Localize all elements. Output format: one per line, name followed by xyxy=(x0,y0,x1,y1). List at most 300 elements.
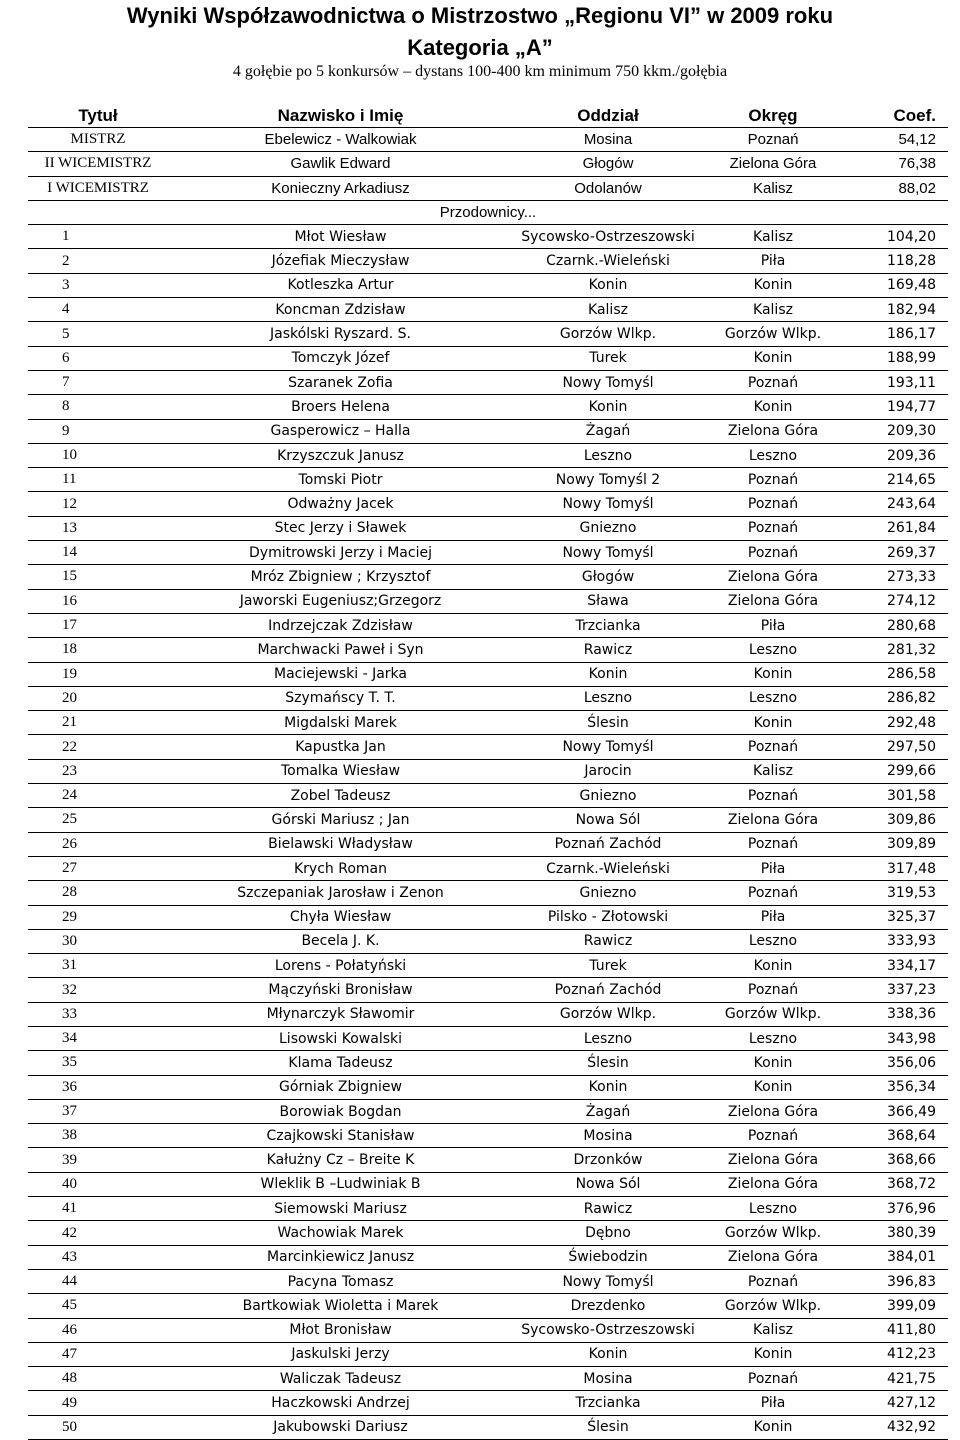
table-row xyxy=(28,638,948,662)
branch-name: Czarnk.-Wieleński xyxy=(513,856,703,880)
rank-number: 40 xyxy=(28,1172,168,1196)
branch-name: Trzcianka xyxy=(513,613,703,637)
rank-number: 2 xyxy=(28,249,168,273)
coefficient: 243,64 xyxy=(843,492,948,516)
coefficient: 118,28 xyxy=(843,249,948,273)
coefficient: 299,66 xyxy=(843,759,948,783)
rank-number: 37 xyxy=(28,1099,168,1123)
branch-name: Drezdenko xyxy=(513,1294,703,1318)
fancier-name: Lorens - Połatyński xyxy=(168,954,513,978)
branch-name: Rawicz xyxy=(513,1197,703,1221)
fancier-name: Kałużny Cz – Breite K xyxy=(168,1148,513,1172)
rank-number: 19 xyxy=(28,662,168,686)
table-row xyxy=(28,370,948,394)
table-row xyxy=(28,978,948,1002)
fancier-name: Górniak Zbigniew xyxy=(168,1075,513,1099)
coefficient: 343,98 xyxy=(843,1026,948,1050)
district-name: Konin xyxy=(703,1415,843,1439)
district-name: Poznań xyxy=(703,784,843,808)
district-name: Kalisz xyxy=(703,1318,843,1342)
branch-name: Jarocin xyxy=(513,759,703,783)
table-row xyxy=(28,1075,948,1099)
table-row xyxy=(28,541,948,565)
fancier-name: Odważny Jacek xyxy=(168,492,513,516)
rank-number: 49 xyxy=(28,1391,168,1415)
coefficient: 376,96 xyxy=(843,1197,948,1221)
column-header-name: Nazwisko i Imię xyxy=(168,104,513,128)
coefficient: 297,50 xyxy=(843,735,948,759)
table-row xyxy=(28,613,948,637)
rank-number: 38 xyxy=(28,1124,168,1148)
coefficient: 399,09 xyxy=(843,1294,948,1318)
branch-name: Drzonków xyxy=(513,1148,703,1172)
rank-number: 45 xyxy=(28,1294,168,1318)
district-name: Konin xyxy=(703,662,843,686)
branch-name: Głogów xyxy=(513,152,703,176)
rank-number: 47 xyxy=(28,1342,168,1366)
district-name: Gorzów Wlkp. xyxy=(703,1221,843,1245)
coefficient: 182,94 xyxy=(843,298,948,322)
branch-name: Dębno xyxy=(513,1221,703,1245)
district-name: Poznań xyxy=(703,128,843,152)
coefficient: 209,30 xyxy=(843,419,948,443)
branch-name: Konin xyxy=(513,1075,703,1099)
table-row xyxy=(28,686,948,710)
district-name: Piła xyxy=(703,856,843,880)
rank-number: 30 xyxy=(28,929,168,953)
section-label: Przodownicy... xyxy=(28,200,948,224)
district-name: Zielona Góra xyxy=(703,419,843,443)
branch-name: Turek xyxy=(513,346,703,370)
coefficient: 368,66 xyxy=(843,1148,948,1172)
fancier-name: Maciejewski - Jarka xyxy=(168,662,513,686)
district-name: Kalisz xyxy=(703,759,843,783)
fancier-name: Szczepaniak Jarosław i Zenon xyxy=(168,881,513,905)
fancier-name: Borowiak Bogdan xyxy=(168,1099,513,1123)
rank-number: 3 xyxy=(28,273,168,297)
district-name: Konin xyxy=(703,954,843,978)
coefficient: 421,75 xyxy=(843,1367,948,1391)
champion-row xyxy=(28,176,948,200)
rank-number: 8 xyxy=(28,395,168,419)
coefficient: 368,72 xyxy=(843,1172,948,1196)
rank-number: 48 xyxy=(28,1367,168,1391)
branch-name: Głogów xyxy=(513,565,703,589)
branch-name: Żagań xyxy=(513,419,703,443)
fancier-name: Tomczyk Józef xyxy=(168,346,513,370)
branch-name: Konin xyxy=(513,662,703,686)
coefficient: 325,37 xyxy=(843,905,948,929)
table-row xyxy=(28,1026,948,1050)
coefficient: 292,48 xyxy=(843,711,948,735)
district-name: Poznań xyxy=(703,832,843,856)
table-row xyxy=(28,589,948,613)
rank-number: 9 xyxy=(28,419,168,443)
coefficient: 54,12 xyxy=(843,128,948,152)
rank-number: 24 xyxy=(28,784,168,808)
rank-number: 50 xyxy=(28,1415,168,1439)
branch-name: Leszno xyxy=(513,686,703,710)
rank-number: 10 xyxy=(28,443,168,467)
fancier-name: Marcinkiewicz Janusz xyxy=(168,1245,513,1269)
fancier-name: Józefiak Mieczysław xyxy=(168,249,513,273)
fancier-name: Szymańscy T. T. xyxy=(168,686,513,710)
branch-name: Poznań Zachód xyxy=(513,832,703,856)
coefficient: 261,84 xyxy=(843,516,948,540)
branch-name: Pilsko - Złotowski xyxy=(513,905,703,929)
fancier-name: Indrzejczak Zdzisław xyxy=(168,613,513,637)
branch-name: Rawicz xyxy=(513,638,703,662)
table-row xyxy=(28,1099,948,1123)
fancier-name: Czajkowski Stanisław xyxy=(168,1124,513,1148)
fancier-name: Broers Helena xyxy=(168,395,513,419)
fancier-name: Migdalski Marek xyxy=(168,711,513,735)
category-heading: Kategoria „A” xyxy=(407,35,553,60)
branch-name: Nowy Tomyśl xyxy=(513,1269,703,1293)
rank-number: 21 xyxy=(28,711,168,735)
table-row xyxy=(28,298,948,322)
rank-number: 5 xyxy=(28,322,168,346)
champion-title: II WICEMISTRZ xyxy=(28,152,168,176)
rank-number: 42 xyxy=(28,1221,168,1245)
branch-name: Konin xyxy=(513,273,703,297)
coefficient: 269,37 xyxy=(843,541,948,565)
fancier-name: Becela J. K. xyxy=(168,929,513,953)
table-row xyxy=(28,856,948,880)
fancier-name: Młot Bronisław xyxy=(168,1318,513,1342)
table-row xyxy=(28,1002,948,1026)
fancier-name: Konieczny Arkadiusz xyxy=(168,176,513,200)
rank-number: 26 xyxy=(28,832,168,856)
district-name: Zielona Góra xyxy=(703,1148,843,1172)
district-name: Piła xyxy=(703,905,843,929)
branch-name: Mosina xyxy=(513,1367,703,1391)
branch-name: Trzcianka xyxy=(513,1391,703,1415)
table-row xyxy=(28,565,948,589)
table-row xyxy=(28,1172,948,1196)
table-row xyxy=(28,249,948,273)
branch-name: Nowy Tomyśl xyxy=(513,735,703,759)
district-name: Konin xyxy=(703,1051,843,1075)
table-row xyxy=(28,468,948,492)
section-row xyxy=(28,200,948,224)
fancier-name: Jaskólski Ryszard. S. xyxy=(168,322,513,346)
branch-name: Ślesin xyxy=(513,1051,703,1075)
branch-name: Konin xyxy=(513,395,703,419)
table-row xyxy=(28,711,948,735)
table-row xyxy=(28,443,948,467)
rank-number: 31 xyxy=(28,954,168,978)
coefficient: 273,33 xyxy=(843,565,948,589)
fancier-name: Kotleszka Artur xyxy=(168,273,513,297)
fancier-name: Pacyna Tomasz xyxy=(168,1269,513,1293)
district-name: Leszno xyxy=(703,929,843,953)
coefficient: 412,23 xyxy=(843,1342,948,1366)
district-name: Poznań xyxy=(703,516,843,540)
branch-name: Poznań Zachód xyxy=(513,978,703,1002)
district-name: Konin xyxy=(703,711,843,735)
rank-number: 12 xyxy=(28,492,168,516)
coefficient: 286,82 xyxy=(843,686,948,710)
branch-name: Turek xyxy=(513,954,703,978)
table-row xyxy=(28,225,948,249)
coefficient: 309,86 xyxy=(843,808,948,832)
coefficient: 188,99 xyxy=(843,346,948,370)
table-row xyxy=(28,1051,948,1075)
rank-number: 13 xyxy=(28,516,168,540)
branch-name: Sycowsko-Ostrzeszowski xyxy=(513,1318,703,1342)
district-name: Piła xyxy=(703,613,843,637)
branch-name: Gniezno xyxy=(513,516,703,540)
district-name: Poznań xyxy=(703,978,843,1002)
table-row xyxy=(28,1342,948,1366)
coefficient: 76,38 xyxy=(843,152,948,176)
table-row xyxy=(28,1367,948,1391)
rank-number: 20 xyxy=(28,686,168,710)
rank-number: 39 xyxy=(28,1148,168,1172)
rank-number: 15 xyxy=(28,565,168,589)
rank-number: 44 xyxy=(28,1269,168,1293)
fancier-name: Bartkowiak Wioletta i Marek xyxy=(168,1294,513,1318)
table-row xyxy=(28,1318,948,1342)
fancier-name: Młynarczyk Sławomir xyxy=(168,1002,513,1026)
district-name: Zielona Góra xyxy=(703,152,843,176)
column-header-coef: Coef. xyxy=(843,104,948,128)
fancier-name: Tomski Piotr xyxy=(168,468,513,492)
coefficient: 104,20 xyxy=(843,225,948,249)
table-row xyxy=(28,759,948,783)
table-row xyxy=(28,929,948,953)
district-name: Zielona Góra xyxy=(703,1099,843,1123)
district-name: Kalisz xyxy=(703,225,843,249)
rank-number: 36 xyxy=(28,1075,168,1099)
district-name: Zielona Góra xyxy=(703,808,843,832)
branch-name: Sława xyxy=(513,589,703,613)
district-name: Poznań xyxy=(703,1269,843,1293)
table-row xyxy=(28,881,948,905)
branch-name: Nowy Tomyśl xyxy=(513,492,703,516)
coefficient: 396,83 xyxy=(843,1269,948,1293)
district-name: Poznań xyxy=(703,468,843,492)
table-row xyxy=(28,1148,948,1172)
column-header-title: Tytuł xyxy=(28,104,168,128)
fancier-name: Mączyński Bronisław xyxy=(168,978,513,1002)
table-row xyxy=(28,322,948,346)
fancier-name: Marchwacki Paweł i Syn xyxy=(168,638,513,662)
district-name: Piła xyxy=(703,1391,843,1415)
fancier-name: Ebelewicz - Walkowiak xyxy=(168,128,513,152)
rank-number: 25 xyxy=(28,808,168,832)
table-row xyxy=(28,905,948,929)
table-row xyxy=(28,808,948,832)
fancier-name: Jakubowski Dariusz xyxy=(168,1415,513,1439)
column-header-district: Okręg xyxy=(703,104,843,128)
coefficient: 317,48 xyxy=(843,856,948,880)
district-name: Leszno xyxy=(703,686,843,710)
table-row xyxy=(28,273,948,297)
district-name: Zielona Góra xyxy=(703,589,843,613)
rank-number: 11 xyxy=(28,468,168,492)
fancier-name: Szaranek Zofia xyxy=(168,370,513,394)
district-name: Zielona Góra xyxy=(703,1172,843,1196)
district-name: Leszno xyxy=(703,443,843,467)
coefficient: 214,65 xyxy=(843,468,948,492)
champion-row xyxy=(28,152,948,176)
district-name: Piła xyxy=(703,249,843,273)
fancier-name: Dymitrowski Jerzy i Maciej xyxy=(168,541,513,565)
district-name: Leszno xyxy=(703,638,843,662)
district-name: Poznań xyxy=(703,541,843,565)
district-name: Gorzów Wlkp. xyxy=(703,322,843,346)
district-name: Poznań xyxy=(703,1367,843,1391)
rank-number: 1 xyxy=(28,225,168,249)
branch-name: Nowy Tomyśl 2 xyxy=(513,468,703,492)
branch-name: Leszno xyxy=(513,443,703,467)
coefficient: 193,11 xyxy=(843,370,948,394)
criteria-subtitle: 4 gołębie po 5 konkursów – dystans 100-400 km minimum 750 kkm./gołębia xyxy=(232,63,728,80)
coefficient: 280,68 xyxy=(843,613,948,637)
fancier-name: Chyła Wiesław xyxy=(168,905,513,929)
branch-name: Ślesin xyxy=(513,711,703,735)
fancier-name: Jaskulski Jerzy xyxy=(168,1342,513,1366)
coefficient: 337,23 xyxy=(843,978,948,1002)
rank-number: 41 xyxy=(28,1197,168,1221)
coefficient: 88,02 xyxy=(843,176,948,200)
district-name: Zielona Góra xyxy=(703,565,843,589)
rank-number: 35 xyxy=(28,1051,168,1075)
results-table-header xyxy=(28,104,948,128)
district-name: Kalisz xyxy=(703,298,843,322)
branch-name: Czarnk.-Wieleński xyxy=(513,249,703,273)
table-row xyxy=(28,784,948,808)
branch-name: Nowa Sól xyxy=(513,808,703,832)
district-name: Poznań xyxy=(703,1124,843,1148)
fancier-name: Kapustka Jan xyxy=(168,735,513,759)
coefficient: 368,64 xyxy=(843,1124,948,1148)
coefficient: 356,06 xyxy=(843,1051,948,1075)
rank-number: 28 xyxy=(28,881,168,905)
coefficient: 186,17 xyxy=(843,322,948,346)
table-row xyxy=(28,662,948,686)
fancier-name: Krych Roman xyxy=(168,856,513,880)
coefficient: 169,48 xyxy=(843,273,948,297)
district-name: Kalisz xyxy=(703,176,843,200)
coefficient: 286,58 xyxy=(843,662,948,686)
table-row xyxy=(28,1415,948,1439)
branch-name: Gorzów Wlkp. xyxy=(513,322,703,346)
district-name: Konin xyxy=(703,1342,843,1366)
coefficient: 366,49 xyxy=(843,1099,948,1123)
coefficient: 274,12 xyxy=(843,589,948,613)
branch-name: Ślesin xyxy=(513,1415,703,1439)
branch-name: Konin xyxy=(513,1342,703,1366)
fancier-name: Zobel Tadeusz xyxy=(168,784,513,808)
district-name: Konin xyxy=(703,1075,843,1099)
branch-name: Nowy Tomyśl xyxy=(513,370,703,394)
table-row xyxy=(28,1245,948,1269)
branch-name: Rawicz xyxy=(513,929,703,953)
branch-name: Żagań xyxy=(513,1099,703,1123)
rank-number: 4 xyxy=(28,298,168,322)
coefficient: 281,32 xyxy=(843,638,948,662)
branch-name: Odolanów xyxy=(513,176,703,200)
fancier-name: Jaworski Eugeniusz;Grzegorz xyxy=(168,589,513,613)
fancier-name: Waliczak Tadeusz xyxy=(168,1367,513,1391)
district-name: Poznań xyxy=(703,881,843,905)
branch-name: Mosina xyxy=(513,1124,703,1148)
district-name: Gorzów Wlkp. xyxy=(703,1002,843,1026)
coefficient: 194,77 xyxy=(843,395,948,419)
rank-number: 17 xyxy=(28,613,168,637)
table-row xyxy=(28,346,948,370)
table-row xyxy=(28,516,948,540)
table-row xyxy=(28,492,948,516)
district-name: Poznań xyxy=(703,370,843,394)
champion-title: MISTRZ xyxy=(28,128,168,152)
coefficient: 334,17 xyxy=(843,954,948,978)
table-row xyxy=(28,832,948,856)
fancier-name: Gasperowicz – Halla xyxy=(168,419,513,443)
fancier-name: Lisowski Kowalski xyxy=(168,1026,513,1050)
coefficient: 209,36 xyxy=(843,443,948,467)
champion-row xyxy=(28,128,948,152)
district-name: Poznań xyxy=(703,735,843,759)
fancier-name: Wachowiak Marek xyxy=(168,1221,513,1245)
fancier-name: Gawlik Edward xyxy=(168,152,513,176)
coefficient: 380,39 xyxy=(843,1221,948,1245)
rank-number: 7 xyxy=(28,370,168,394)
page-title: Wyniki Współzawodnictwa o Mistrzostwo „Regionu VI” w 2009 roku xyxy=(126,3,834,28)
district-name: Zielona Góra xyxy=(703,1245,843,1269)
district-name: Poznań xyxy=(703,492,843,516)
coefficient: 411,80 xyxy=(843,1318,948,1342)
rank-number: 43 xyxy=(28,1245,168,1269)
rank-number: 22 xyxy=(28,735,168,759)
branch-name: Gniezno xyxy=(513,881,703,905)
fancier-name: Krzyszczuk Janusz xyxy=(168,443,513,467)
rank-number: 34 xyxy=(28,1026,168,1050)
rank-number: 14 xyxy=(28,541,168,565)
fancier-name: Haczkowski Andrzej xyxy=(168,1391,513,1415)
column-header-branch: Oddział xyxy=(513,104,703,128)
coefficient: 432,92 xyxy=(843,1415,948,1439)
results-table xyxy=(28,104,948,1440)
rank-number: 16 xyxy=(28,589,168,613)
branch-name: Nowy Tomyśl xyxy=(513,541,703,565)
branch-name: Gorzów Wlkp. xyxy=(513,1002,703,1026)
district-name: Konin xyxy=(703,395,843,419)
district-name: Leszno xyxy=(703,1026,843,1050)
table-row xyxy=(28,1391,948,1415)
coefficient: 333,93 xyxy=(843,929,948,953)
table-row xyxy=(28,1221,948,1245)
fancier-name: Górski Mariusz ; Jan xyxy=(168,808,513,832)
branch-name: Mosina xyxy=(513,128,703,152)
coefficient: 384,01 xyxy=(843,1245,948,1269)
branch-name: Świebodzin xyxy=(513,1245,703,1269)
district-name: Leszno xyxy=(703,1197,843,1221)
table-row xyxy=(28,735,948,759)
fancier-name: Młot Wiesław xyxy=(168,225,513,249)
table-row xyxy=(28,1124,948,1148)
fancier-name: Koncman Zdzisław xyxy=(168,298,513,322)
coefficient: 338,36 xyxy=(843,1002,948,1026)
table-row xyxy=(28,1269,948,1293)
rank-number: 29 xyxy=(28,905,168,929)
fancier-name: Stec Jerzy i Sławek xyxy=(168,516,513,540)
table-row xyxy=(28,395,948,419)
branch-name: Gniezno xyxy=(513,784,703,808)
